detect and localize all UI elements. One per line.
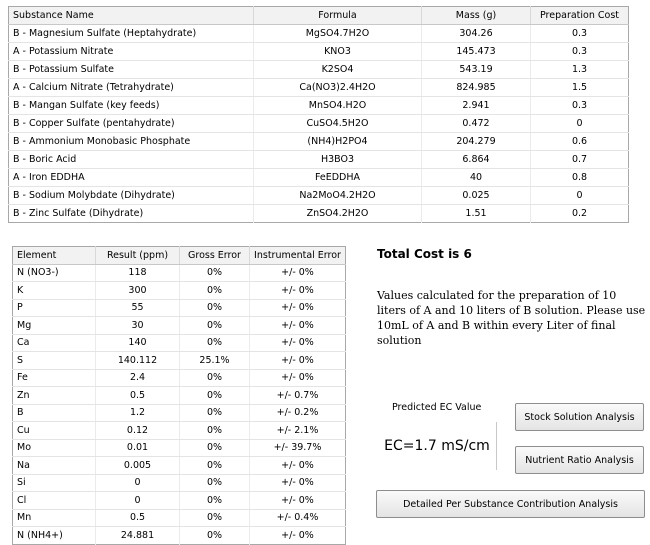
substance-formula: Na2MoO4.2H2O xyxy=(254,187,422,205)
column-header-formula[interactable]: Formula xyxy=(254,7,422,25)
substance-mass: 304.26 xyxy=(422,25,531,43)
substance-name: B - Boric Acid xyxy=(9,151,254,169)
element-result: 1.2 xyxy=(96,404,180,422)
element-result: 118 xyxy=(96,264,180,282)
substance-formula: CuSO4.5H2O xyxy=(254,115,422,133)
substance-mass: 543.19 xyxy=(422,61,531,79)
element-row[interactable] xyxy=(13,422,346,440)
column-header-element[interactable]: Element xyxy=(13,247,96,265)
element-name: Zn xyxy=(13,387,96,405)
substance-mass: 145.473 xyxy=(422,43,531,61)
predicted-ec-value: EC=1.7 mS/cm xyxy=(378,422,497,470)
substance-table[interactable] xyxy=(8,6,629,223)
element-row[interactable] xyxy=(13,527,346,545)
element-gross-error: 0% xyxy=(180,439,250,457)
element-table-header xyxy=(13,247,346,265)
element-instrumental-error: +/- 0% xyxy=(250,474,346,492)
element-name: Cu xyxy=(13,422,96,440)
stock-solution-analysis-button[interactable]: Stock Solution Analysis xyxy=(515,403,644,431)
substance-mass: 1.51 xyxy=(422,205,531,223)
element-gross-error: 0% xyxy=(180,317,250,335)
column-header-gross-error[interactable]: Gross Error xyxy=(180,247,250,265)
element-instrumental-error: +/- 0% xyxy=(250,317,346,335)
substance-row[interactable] xyxy=(9,79,629,97)
column-header-preparation-cost[interactable]: Preparation Cost xyxy=(531,7,629,25)
element-instrumental-error: +/- 0% xyxy=(250,299,346,317)
element-result: 24.881 xyxy=(96,527,180,545)
element-row[interactable] xyxy=(13,509,346,527)
element-result: 0.01 xyxy=(96,439,180,457)
element-instrumental-error: +/- 0% xyxy=(250,264,346,282)
column-header-instrumental-error[interactable]: Instrumental Error xyxy=(250,247,346,265)
element-instrumental-error: +/- 0% xyxy=(250,334,346,352)
element-row[interactable] xyxy=(13,404,346,422)
element-name: Fe xyxy=(13,369,96,387)
column-header-result[interactable]: Result (ppm) xyxy=(96,247,180,265)
element-result: 0.5 xyxy=(96,387,180,405)
element-instrumental-error: +/- 0.2% xyxy=(250,404,346,422)
substance-formula: FeEDDHA xyxy=(254,169,422,187)
element-gross-error: 0% xyxy=(180,509,250,527)
substance-row[interactable] xyxy=(9,151,629,169)
element-name: Mn xyxy=(13,509,96,527)
substance-name: B - Sodium Molybdate (Dihydrate) xyxy=(9,187,254,205)
element-row[interactable] xyxy=(13,439,346,457)
substance-cost: 0.3 xyxy=(531,97,629,115)
substance-row[interactable] xyxy=(9,43,629,61)
element-gross-error: 0% xyxy=(180,474,250,492)
element-name: Cl xyxy=(13,492,96,510)
substance-row[interactable] xyxy=(9,169,629,187)
element-result: 0 xyxy=(96,474,180,492)
substance-mass: 824.985 xyxy=(422,79,531,97)
element-result: 0 xyxy=(96,492,180,510)
element-gross-error: 0% xyxy=(180,264,250,282)
element-instrumental-error: +/- 0% xyxy=(281,529,314,541)
element-row[interactable] xyxy=(13,352,346,370)
element-result: 140 xyxy=(96,334,180,352)
substance-name: B - Potassium Sulfate xyxy=(9,61,254,79)
substance-name: A - Potassium Nitrate xyxy=(9,43,254,61)
element-result: 300 xyxy=(96,282,180,300)
element-results-table[interactable] xyxy=(12,246,346,545)
substance-cost: 0 xyxy=(531,115,629,133)
predicted-ec-label: Predicted EC Value xyxy=(392,402,482,413)
element-result: 140.112 xyxy=(96,352,180,370)
substance-row[interactable] xyxy=(9,187,629,205)
substance-cost: 0.3 xyxy=(531,43,629,61)
substance-mass: 6.864 xyxy=(422,151,531,169)
element-instrumental-error: +/- 0.4% xyxy=(250,509,346,527)
element-name: Mo xyxy=(13,439,96,457)
element-name: K xyxy=(13,282,96,300)
substance-row[interactable] xyxy=(9,205,629,223)
element-instrumental-error: +/- 0% xyxy=(250,352,346,370)
element-name: B xyxy=(13,404,96,422)
substance-formula: K2SO4 xyxy=(254,61,422,79)
element-instrumental-error: +/- 0% xyxy=(250,492,346,510)
substance-cost: 0.6 xyxy=(531,133,629,151)
element-gross-error: 25.1% xyxy=(180,352,250,370)
substance-cost: 1.3 xyxy=(531,61,629,79)
element-gross-error: 0% xyxy=(180,422,250,440)
column-header-mass[interactable]: Mass (g) xyxy=(422,7,531,25)
substance-mass: 204.279 xyxy=(422,133,531,151)
substance-name: A - Calcium Nitrate (Tetrahydrate) xyxy=(9,79,254,97)
substance-name: B - Magnesium Sulfate (Heptahydrate) xyxy=(9,25,254,43)
element-gross-error: 0% xyxy=(180,387,250,405)
substance-formula: MgSO4.7H2O xyxy=(254,25,422,43)
substance-cost: 0.7 xyxy=(531,151,629,169)
element-result: 30 xyxy=(96,317,180,335)
element-row[interactable] xyxy=(13,299,346,317)
element-result: 0.5 xyxy=(96,509,180,527)
substance-cost: 1.5 xyxy=(531,79,629,97)
substance-mass: 40 xyxy=(422,169,531,187)
substance-row[interactable] xyxy=(9,133,629,151)
element-row[interactable] xyxy=(13,317,346,335)
substance-mass: 0.472 xyxy=(422,115,531,133)
element-row[interactable] xyxy=(13,387,346,405)
element-name: N (NO3-) xyxy=(13,264,96,282)
element-instrumental-error: +/- 0% xyxy=(250,369,346,387)
substance-cost: 0.3 xyxy=(531,25,629,43)
element-row[interactable] xyxy=(13,282,346,300)
element-name: N (NH4+) xyxy=(13,527,96,545)
element-name: Ca xyxy=(13,334,96,352)
element-row[interactable] xyxy=(13,457,346,475)
element-gross-error: 0% xyxy=(180,282,250,300)
element-row[interactable] xyxy=(13,334,346,352)
substance-cost: 0 xyxy=(531,187,629,205)
substance-cost: 0.8 xyxy=(531,169,629,187)
substance-cost: 0.2 xyxy=(571,208,588,219)
element-gross-error: 0% xyxy=(180,457,250,475)
substance-name: B - Zinc Sulfate (Dihydrate) xyxy=(9,205,254,223)
element-name: Si xyxy=(13,474,96,492)
substance-row[interactable] xyxy=(9,97,629,115)
substance-formula: (NH4)H2PO4 xyxy=(254,133,422,151)
substance-formula: H3BO3 xyxy=(254,151,422,169)
detailed-contribution-analysis-button[interactable]: Detailed Per Substance Contribution Analysis xyxy=(376,490,645,518)
substance-mass: 0.025 xyxy=(422,187,531,205)
element-gross-error: 0% xyxy=(180,527,250,545)
element-gross-error: 0% xyxy=(180,492,250,510)
column-header-substance-name[interactable]: Substance Name xyxy=(9,7,254,25)
substance-name: B - Mangan Sulfate (key feeds) xyxy=(9,97,254,115)
element-row[interactable] xyxy=(13,474,346,492)
element-gross-error: 0% xyxy=(180,369,250,387)
element-instrumental-error: +/- 0% xyxy=(250,282,346,300)
preparation-info-text: Values calculated for the preparation of 10 liters of A and 10 liters of B solution. Please use 10mL of A and B within every Liter of final solution xyxy=(377,289,646,347)
element-name: Mg xyxy=(13,317,96,335)
element-row[interactable] xyxy=(13,264,346,282)
substance-row[interactable] xyxy=(9,115,629,133)
element-result: 0.005 xyxy=(96,457,180,475)
element-instrumental-error: +/- 0.7% xyxy=(250,387,346,405)
element-gross-error: 0% xyxy=(180,404,250,422)
element-gross-error: 0% xyxy=(180,334,250,352)
element-result: 2.4 xyxy=(96,369,180,387)
substance-row[interactable] xyxy=(9,25,629,43)
element-row[interactable] xyxy=(13,369,346,387)
element-gross-error: 0% xyxy=(180,299,250,317)
substance-formula: MnSO4.H2O xyxy=(254,97,422,115)
element-result: 55 xyxy=(96,299,180,317)
element-name: Na xyxy=(13,457,96,475)
nutrient-ratio-analysis-button[interactable]: Nutrient Ratio Analysis xyxy=(515,446,644,474)
substance-row[interactable] xyxy=(9,61,629,79)
substance-name: B - Ammonium Monobasic Phosphate xyxy=(9,133,254,151)
element-instrumental-error: +/- 39.7% xyxy=(250,439,346,457)
element-result: 0.12 xyxy=(96,422,180,440)
substance-mass: 2.941 xyxy=(422,97,531,115)
substance-formula: Ca(NO3)2.4H2O xyxy=(254,79,422,97)
substance-formula: ZnSO4.2H2O xyxy=(254,205,422,223)
substance-table-header xyxy=(9,7,629,25)
substance-name: A - Iron EDDHA xyxy=(9,169,254,187)
element-name: P xyxy=(13,299,96,317)
element-row[interactable] xyxy=(13,492,346,510)
element-name: S xyxy=(13,352,96,370)
element-instrumental-error: +/- 2.1% xyxy=(250,422,346,440)
substance-formula: KNO3 xyxy=(254,43,422,61)
element-instrumental-error: +/- 0% xyxy=(250,457,346,475)
substance-name: B - Copper Sulfate (pentahydrate) xyxy=(9,115,254,133)
total-cost-label: Total Cost is 6 xyxy=(377,247,472,261)
